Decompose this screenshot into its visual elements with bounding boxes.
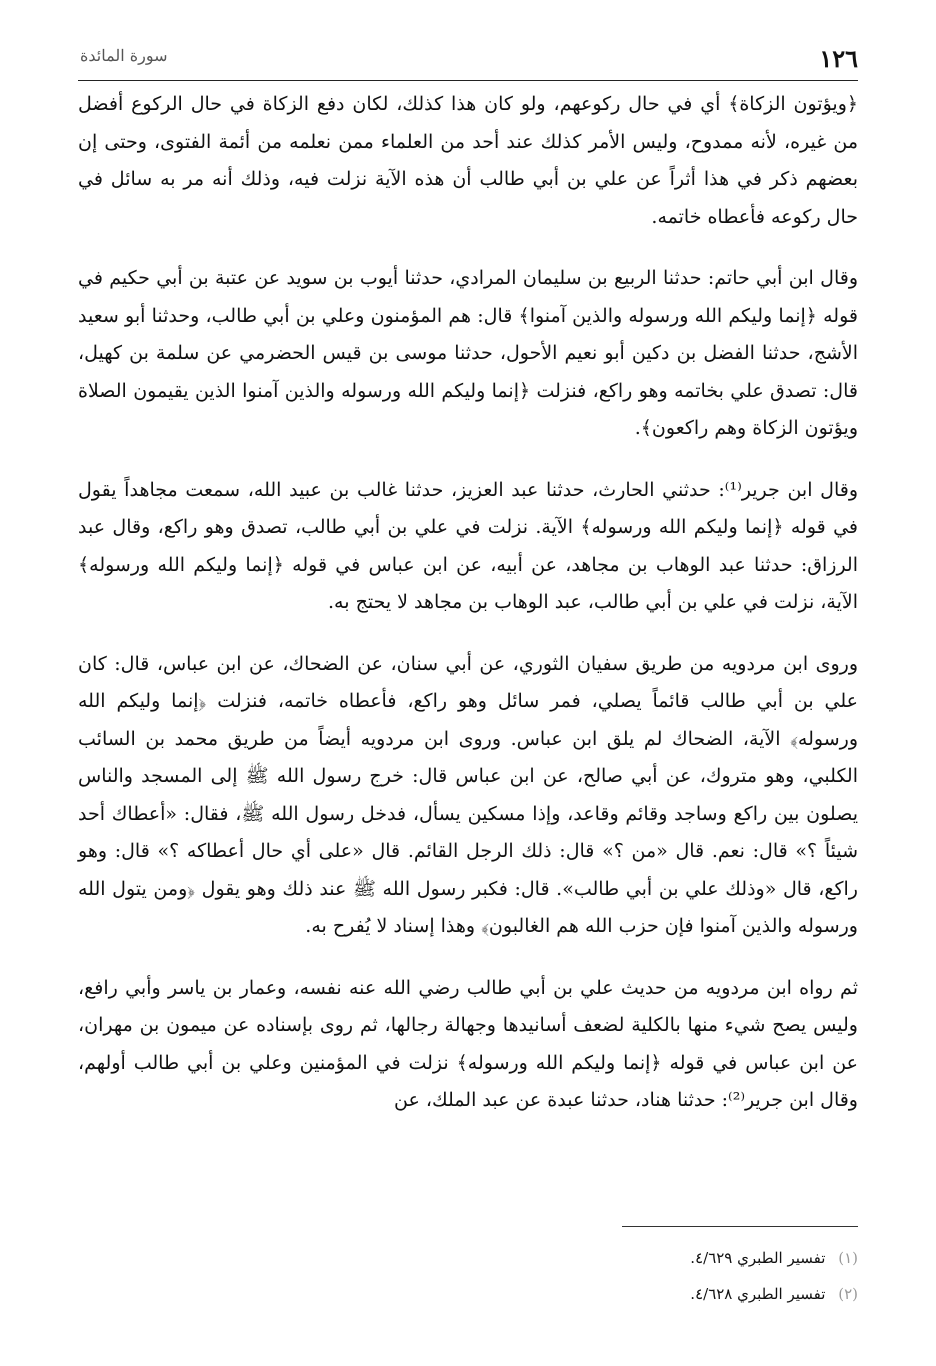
footnote-text: تفسير الطبري ٤/٦٢٩.	[690, 1249, 826, 1267]
page-number: ١٢٦	[819, 44, 858, 73]
footnotes	[458, 1240, 858, 1312]
paragraph: وروى ابن مردويه من طريق سفيان الثوري، عن أبي سنان، عن الضحاك، عن ابن عباس، قال: كان علي بن أبي طالب قائماً يصلي، فمر سائل وهو راكع، فأعطاه خاتمه، فنزلت ﴿إنما وليكم الله ورسوله﴾ الآية، الضحاك لم يلق ابن عباس. وروى ابن مردويه أيضاً من طريق محمد بن السائب الكلبي، وهو متروك، عن أبي صالح، عن ابن عباس قال: خرج رسول الله ﷺ إلى المسجد والناس يصلون بين راكع وساجد وقائم وقاعد، وإذا مسكين يسأل، فدخل رسول الله ﷺ، فقال: «أعطاك أحد شيئاً ؟» قال: نعم. قال «من ؟» قال: ذلك الرجل القائم. قال «على أي حال أعطاكه ؟» قال: وهو راكع، قال «وذلك علي بن أبي طالب». قال: فكبر رسول الله ﷺ عند ذلك وهو يقول ﴿ومن يتول الله ورسوله والذين آمنوا فإن حزب الله هم الغالبون﴾ وهذا إسناد لا يُفرح به.	[78, 652, 859, 937]
footnote-rule	[622, 1226, 858, 1227]
footnote-number: (١)	[838, 1249, 858, 1267]
header-rule	[78, 80, 858, 81]
footnote-number: (٢)	[838, 1285, 858, 1303]
paragraph: ثم رواه ابن مردويه من حديث علي بن أبي طالب رضي الله عنه نفسه، وعمار بن ياسر وأبي رافع، وليس يصح شيء منها بالكلية لضعف أسانيدها وجهالة رجالها، ثم روى بإسناده عن ميمون بن مهران، عن ابن عباس في قوله ﴿إنما وليكم الله ورسوله﴾ نزلت في المؤمنين وعلي بن أبي طالب أولهم، وقال ابن جرير⁽²⁾: حدثنا هناد، حدثنا عبدة عن عبد الملك، عن	[78, 976, 858, 1111]
paragraph: وقال ابن أبي حاتم: حدثنا الربيع بن سليمان المرادي، حدثنا أيوب بن سويد عن عتبة بن أبي حكيم في قوله ﴿إنما وليكم الله ورسوله والذين آمنوا﴾ قال: هم المؤمنون وعلي بن أبي طالب، وحدثنا أبو سعيد الأشج، حدثنا الفضل بن دكين أبو نعيم الأحول، حدثنا موسى بن قيس الحضرمي عن سلمة بن كهيل، قال: تصدق علي بخاتمه وهو راكع، فنزلت ﴿إنما وليكم الله ورسوله والذين آمنوا الذين يقيمون الصلاة ويؤتون الزكاة وهم راكعون﴾.	[78, 267, 858, 439]
footnote-text: تفسير الطبري ٤/٦٢٨.	[690, 1285, 826, 1303]
body-text	[78, 86, 858, 1144]
footnote	[458, 1276, 858, 1312]
footnote	[458, 1240, 858, 1276]
paragraph: وقال ابن جرير⁽¹⁾: حدثني الحارث، حدثنا عبد العزيز، حدثنا غالب بن عبيد الله، سمعت مجاهداً يقول في قوله ﴿إنما وليكم الله ورسوله﴾ الآية. نزلت في علي بن أبي طالب، تصدق وهو راكع، وقال عبد الرزاق: حدثنا عبد الوهاب بن مجاهد، عن أبيه، عن ابن عباس في قوله ﴿إنما وليكم الله ورسوله﴾ الآية، نزلت في علي بن أبي طالب، عبد الوهاب بن مجاهد لا يحتج به.	[78, 478, 858, 613]
running-title: سورة المائدة	[80, 46, 168, 65]
paragraph: ﴿ويؤتون الزكاة﴾ أي في حال ركوعهم، ولو كان هذا كذلك، لكان دفع الزكاة في حال الركوع أفضل من غيره، لأنه ممدوح، وليس الأمر كذلك عند أحد من العلماء ممن نعلمه من أئمة الفتوى، وحتى إن بعضهم ذكر في هذا أثراً عن علي بن أبي طالب أن هذه الآية نزلت فيه، وذلك أنه مر به سائل في حال ركوعه فأعطاه خاتمه.	[78, 93, 858, 228]
